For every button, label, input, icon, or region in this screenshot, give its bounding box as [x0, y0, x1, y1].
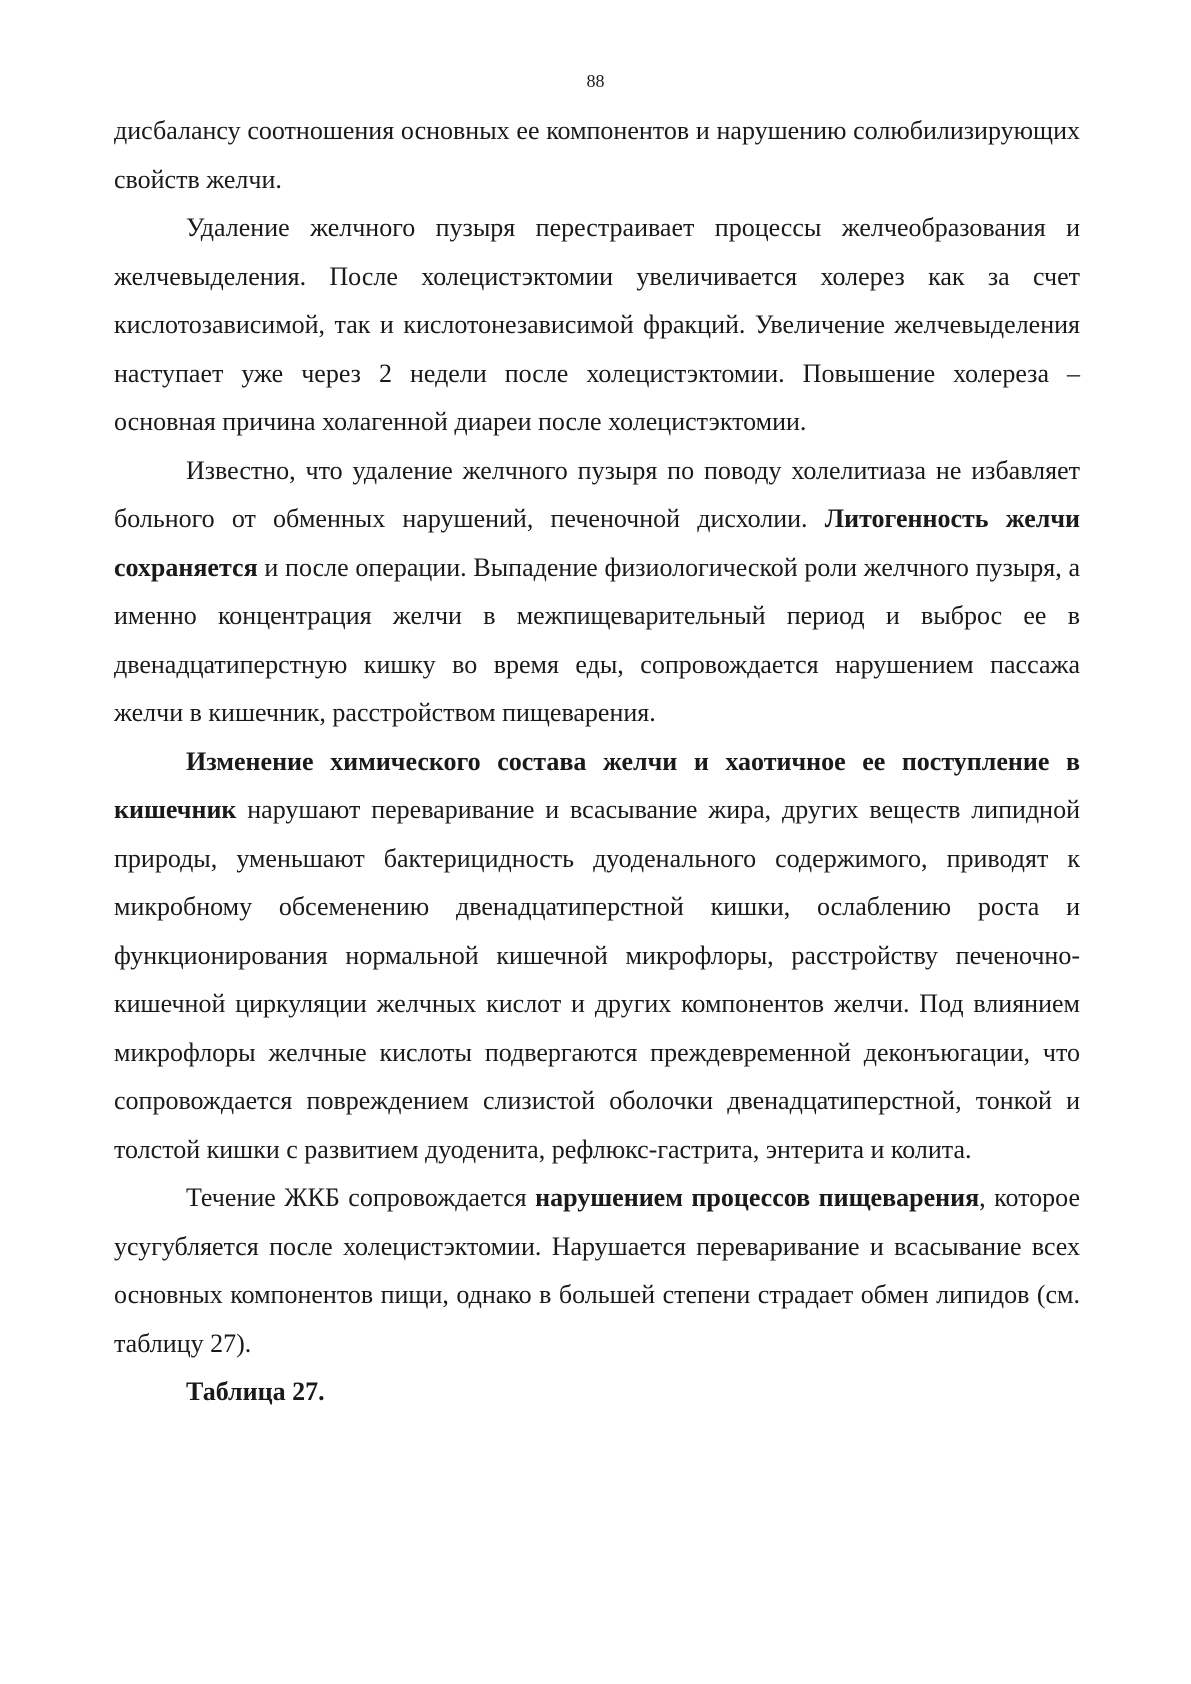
page-body [114, 107, 1080, 1417]
page-number: 88 [586, 71, 605, 91]
paragraph-1 [114, 107, 1080, 204]
bold-emphasis: Изменение химического состава желчи и хаотичное ее поступление в кишечник [114, 746, 1080, 824]
paragraph-text: нарушают переваривание и всасывание жира, других веществ липидной природы, уменьшают бактерицидность дуоденального содержимого, приводят к микробному обсеменению двенадцатиперстной кишки, ослаблению роста и функционирования нормальной кишечной микрофлоры, расстройству печеночно-кишечной циркуляции желчных кислот и других компонентов желчи. Под влиянием микрофлоры желчные кислоты подвергаются преждевременной деконъюгации, что сопровождается повреждением слизистой оболочки двенадцатиперстной, тонкой и толстой кишки с развитием дуоденита, рефлюкс-гастрита, энтерита и колита. [114, 795, 1080, 1164]
table-caption: Таблица 27. [186, 1377, 325, 1406]
paragraph-text: Удаление желчного пузыря перестраивает процессы желчеобразования и желчевыделения. После холецистэктомии увеличивается холерез как за счет кислотозависимой, так и кислотонезависимой фракций. Увеличение желчевыделения наступает уже через 2 недели после холецистэктомии. Повышение холереза – основная причина холагенной диареи после холецистэктомии. [114, 213, 1080, 436]
paragraph-text: Течение ЖКБ сопровождается [186, 1183, 536, 1212]
paragraph-text: дисбалансу соотношения основных ее компонентов и нарушению солюбилизирующих свойств желчи. [114, 116, 1080, 194]
paragraph-5 [114, 1174, 1080, 1368]
paragraph-3 [114, 447, 1080, 738]
paragraph-2 [114, 204, 1080, 447]
bold-emphasis: нарушением процессов пищеварения [535, 1183, 980, 1212]
paragraph-4 [114, 738, 1080, 1175]
paragraph-text: , которое усугубляется после холецистэктомии. Нарушается переваривание и всасывание всех основных компонентов пищи, однако в большей степени страдает обмен липидов (см. таблицу 27). [114, 1183, 1080, 1358]
paragraph-text: и после операции. Выпадение физиологической роли желчного пузыря, а именно концентрация желчи в межпищеварительный период и выброс ее в двенадцатиперстную кишку во время еды, сопровождается нарушением пассажа желчи в кишечник, расстройством пищеварения. [114, 552, 1080, 727]
paragraph-text: Известно, что удаление желчного пузыря по поводу холелитиаза не избавляет больного от обменных нарушений, печеночной дисхолии. [114, 455, 1080, 533]
bold-emphasis: Литогенность желчи сохраняется [114, 504, 1080, 582]
